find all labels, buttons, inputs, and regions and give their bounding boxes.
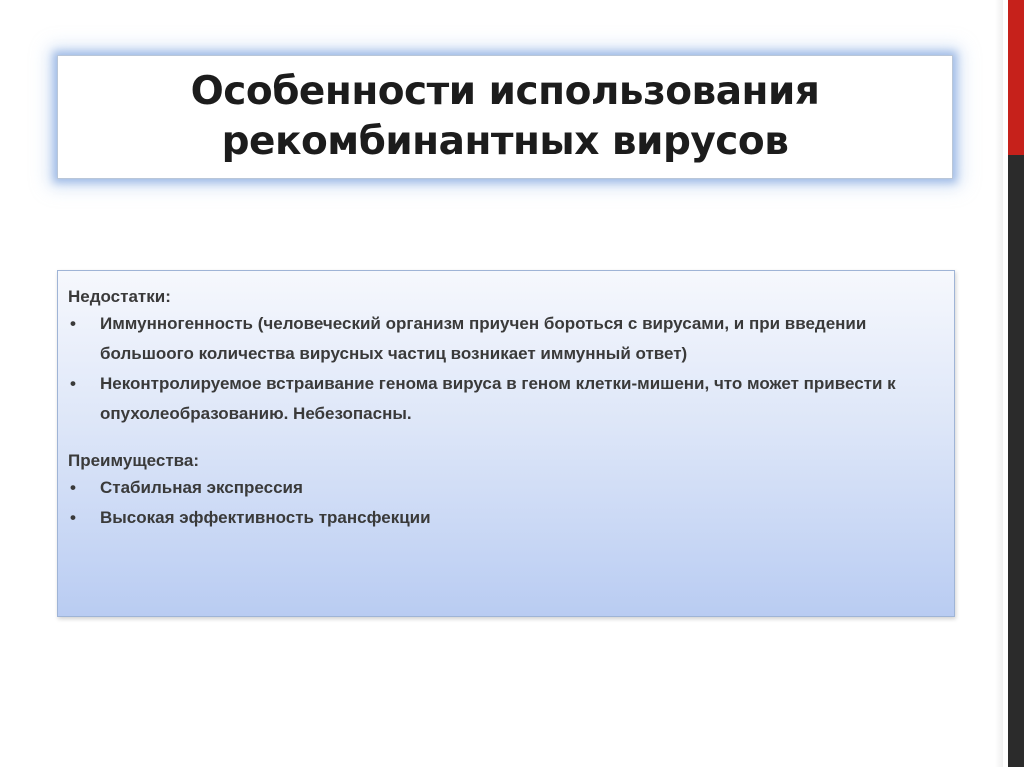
list-item bbox=[68, 309, 940, 369]
list-item-text: Неконтролируемое встраивание генома вируса в геном клетки-мишени, что может привести к опухолеобразованию. Небезопасны. bbox=[100, 374, 896, 423]
content-panel bbox=[57, 270, 955, 617]
list-item bbox=[68, 369, 940, 429]
list-item bbox=[68, 473, 940, 503]
list-item-text: Иммунногенность (человеческий организм приучен бороться с вирусами, и при введении большоого количества вирусных частиц возникает иммунный ответ) bbox=[100, 314, 867, 363]
list-item-text: Высокая эффективность трансфекции bbox=[100, 508, 431, 527]
title-box bbox=[57, 55, 953, 179]
list-item-text: Стабильная экспрессия bbox=[100, 478, 303, 497]
advantages-list bbox=[68, 473, 940, 533]
list-item bbox=[68, 503, 940, 533]
bullet-icon: • bbox=[70, 314, 76, 333]
advantages-heading: Преимущества: bbox=[68, 451, 200, 470]
section-spacer bbox=[68, 429, 940, 449]
disadvantages-heading: Недостатки: bbox=[68, 287, 171, 306]
bullet-icon: • bbox=[70, 508, 76, 527]
bullet-icon: • bbox=[70, 478, 76, 497]
disadvantages-list bbox=[68, 309, 940, 429]
slide-title: Особенности использования рекомбинантных вирусов bbox=[190, 69, 820, 164]
bullet-icon: • bbox=[70, 374, 76, 393]
right-edge-accent bbox=[1008, 0, 1024, 155]
edge-shadow bbox=[995, 0, 1003, 767]
